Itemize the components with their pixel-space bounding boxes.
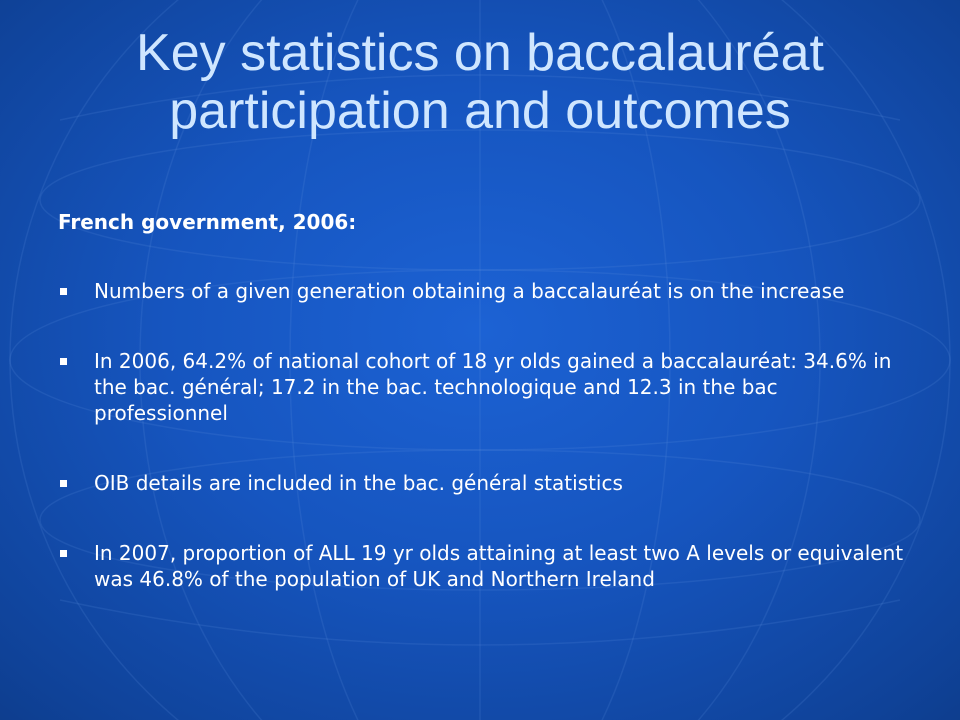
bullet-text: In 2007, proportion of ALL 19 yr olds attaining at least two A levels or equivalent was 46.8% of the population of UK and Northern Ireland (94, 541, 904, 591)
square-bullet-icon (60, 550, 67, 557)
bullet-text: In 2006, 64.2% of national cohort of 18 yr olds gained a baccalauréat: 34.6% in the bac. général; 17.2 in the bac. technologique and 12.3 in the bac professionnel (94, 349, 892, 425)
slide-title: Key statistics on baccalauréat participation and outcomes (136, 24, 824, 140)
bullet-item (58, 540, 908, 592)
bullet-item (58, 470, 908, 496)
bullet-item (58, 278, 908, 304)
square-bullet-icon (60, 480, 67, 487)
square-bullet-icon (60, 288, 67, 295)
bullet-text: OIB details are included in the bac. général statistics (94, 471, 623, 495)
bullet-list (58, 278, 908, 592)
bullet-text: Numbers of a given generation obtaining a baccalauréat is on the increase (94, 279, 845, 303)
bullet-item (58, 348, 908, 426)
slide-subtitle: French government, 2006: (58, 210, 357, 234)
square-bullet-icon (60, 358, 67, 365)
